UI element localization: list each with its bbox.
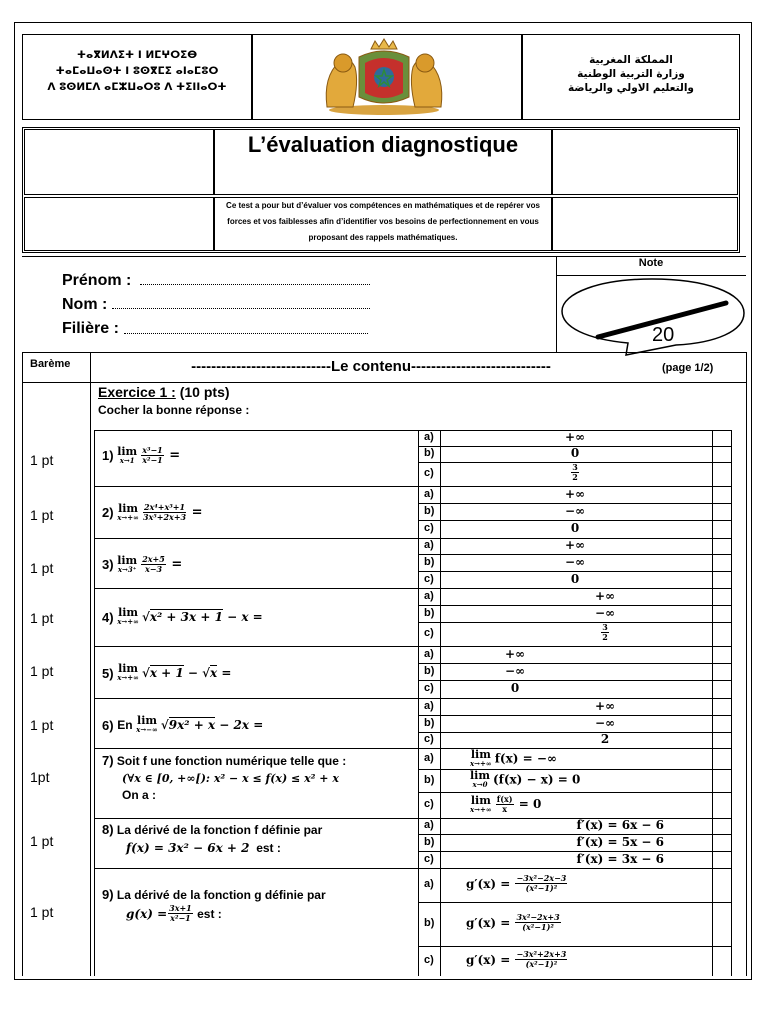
option-value-q8-b: f′(x) = 5x − 6 (576, 834, 664, 849)
arabic-line-2: وزارة التربية الوطنية (577, 68, 685, 80)
option-label-q4-b: b) (424, 606, 435, 619)
option-value-q1-c: $\frac{3}{2}$ (572, 462, 578, 482)
bareme-q6: 1 pt (30, 717, 54, 733)
test-description: Ce test a pour but d’évaluer vos compétences en mathématiques et de repérer vos forces et vos faiblesses afin d’identifier vos besoins de perfectionnement en vous proposant des rappels mathématiques. (226, 201, 540, 242)
option-label-q7-a: a) (424, 751, 434, 764)
coat-of-arms-icon (309, 37, 459, 117)
option-label-q5-a: a) (424, 647, 434, 660)
option-label-q4-c: c) (424, 627, 434, 639)
answer-checkbox-q5-a[interactable] (713, 647, 731, 662)
bareme-q7: 1pt (30, 769, 50, 785)
bareme-q8: 1 pt (30, 833, 54, 849)
answer-checkbox-q3-a[interactable] (713, 539, 731, 553)
option-value-q9-a: g′(x) = $\frac{\text{−3x²−2x−3}}{\text{(x²−1)²}}$ (466, 873, 567, 893)
answer-checkbox-q1-a[interactable] (713, 431, 731, 445)
bareme-q1: 1 pt (30, 452, 54, 468)
bareme-q4: 1 pt (30, 610, 54, 626)
question-4-number: 4) (102, 609, 114, 625)
nom-label: Nom : (62, 296, 108, 313)
question-8-line-2: f(x) = 3x² − 6x + 2 (126, 841, 250, 855)
option-value-q1-b: 0 (570, 446, 580, 460)
question-8-number: 8) (102, 822, 114, 837)
title-cell (214, 129, 552, 195)
option-value-q2-a: +∞ (564, 486, 586, 501)
tifinagh-line-1: ⵜⴰⴳⵍⴷⵉⵜ ⵏ ⵍⵎⵖⵔⵉⴱ (76, 49, 198, 61)
question-3-number: 3) (102, 557, 114, 572)
option-label-q1-b: b) (424, 447, 435, 459)
exercise-title: Exercice 1 : (98, 384, 176, 400)
content-title: ----------------------------Le contenu---------------------------- (191, 358, 551, 375)
arabic-header (522, 34, 740, 120)
answer-checkbox-q1-b[interactable] (713, 447, 731, 461)
question-1-number: 1) (102, 448, 114, 463)
answer-checkbox-q9-b[interactable] (713, 903, 731, 945)
answer-checkbox-q8-c[interactable] (713, 852, 731, 867)
answer-checkbox-q8-a[interactable] (713, 819, 731, 833)
tifinagh-header (22, 34, 252, 120)
option-value-q7-c: lim x→+∞ $\frac{f(x)}{x}$ = 0 (470, 793, 542, 814)
option-label-q1-c: c) (424, 467, 434, 479)
title-cell-left (24, 129, 214, 195)
page-number: (page 1/2) (662, 362, 714, 374)
option-value-q7-b: lim x→0 (f(x) − x) = 0 (470, 769, 581, 789)
answer-checkbox-q5-c[interactable] (713, 681, 731, 697)
option-label-q9-b: b) (424, 917, 435, 929)
question-3: 3) lim x→3⁺ $\frac{2x+5}{x-3}$ = (102, 553, 183, 574)
option-label-q7-c: c) (424, 798, 434, 810)
answer-checkbox-q2-a[interactable] (713, 487, 731, 502)
bareme-q5: 1 pt (30, 663, 54, 679)
answer-checkbox-q4-c[interactable] (713, 623, 731, 645)
option-label-q9-a: a) (424, 878, 434, 890)
option-value-q6-b: −∞ (594, 715, 616, 730)
question-7-line-3: On a : (122, 788, 157, 802)
option-label-q5-c: c) (424, 682, 434, 694)
answer-checkbox-q3-b[interactable] (713, 555, 731, 570)
option-label-q8-a: a) (424, 819, 434, 831)
option-label-q3-b: b) (424, 555, 435, 568)
option-value-q3-c: 0 (570, 571, 580, 586)
option-value-q2-c: 0 (570, 521, 580, 535)
exercise-heading (98, 384, 230, 400)
question-9-line-3: est : (197, 906, 222, 921)
option-value-q4-c: $\frac{3}{2}$ (602, 622, 608, 642)
answer-checkbox-q6-b[interactable] (713, 716, 731, 731)
option-value-q4-b: −∞ (594, 605, 616, 620)
answer-checkbox-q2-c[interactable] (713, 521, 731, 537)
answer-checkbox-q4-b[interactable] (713, 606, 731, 621)
option-label-q1-a: a) (424, 431, 434, 443)
option-value-q9-c: g′(x) = $\frac{\text{−3x²+2x+3}}{\text{(x²−1)²}}$ (466, 949, 567, 969)
note-score: 20 (652, 324, 675, 346)
option-label-q2-a: a) (424, 487, 434, 500)
option-label-q3-c: c) (424, 572, 434, 585)
option-value-q6-c: 2 (600, 732, 610, 746)
answer-checkbox-q9-a[interactable] (713, 869, 731, 901)
question-8-line-1: La dérivé de la fonction f définie par (116, 823, 323, 837)
answer-checkbox-q7-c[interactable] (713, 793, 731, 817)
tifinagh-line-3: ⴷ ⵓⵙⵍⵎⴷ ⴰⵎⵣⵡⴰⵔⵓ ⴷ ⵜⵉⵏⵏⴰⵔⵜ (47, 81, 227, 93)
answer-checkbox-q2-b[interactable] (713, 504, 731, 519)
question-5-number: 5) (102, 665, 114, 681)
option-value-q5-a: +∞ (504, 646, 526, 661)
bareme-q2: 1 pt (30, 507, 54, 523)
option-label-q3-a: a) (424, 539, 434, 551)
option-value-q3-a: +∞ (564, 538, 586, 552)
question-6-prefix: En (117, 718, 133, 732)
arabic-line-1: المملكة المغربية (589, 54, 673, 66)
option-value-q7-a: lim x→+∞ f(x) = −∞ (470, 748, 557, 768)
desc-cell-left (24, 197, 214, 251)
option-label-q5-b: b) (424, 664, 435, 677)
question-7-line-2: (∀x ∈ [0, +∞[): x² − x ≤ f(x) ≤ x² + x (122, 772, 339, 785)
option-value-q6-a: +∞ (594, 698, 616, 713)
option-label-q8-b: b) (424, 835, 435, 848)
option-value-q9-b: g′(x) = $\frac{\text{3x²−2x+3}}{\text{(x²−1)²}}$ (466, 912, 560, 932)
option-label-q7-b: b) (424, 773, 435, 786)
question-4: 4) lim x→+∞ √x² + 3x + 1 − x = (102, 606, 263, 626)
option-label-q6-c: c) (424, 733, 434, 745)
arabic-line-3: والتعليم الاولي والرياضة (568, 82, 694, 94)
title-cell-right (552, 129, 738, 195)
answer-checkbox-q9-c[interactable] (713, 947, 731, 975)
filiere-label: Filière : (62, 320, 119, 337)
question-9: 9) La dérivé de la fonction g définie par g(x) = $\frac{3x+1}{\text{x²−1}}$ est : (102, 887, 326, 923)
bareme-q9: 1 pt (30, 904, 54, 920)
filiere-field[interactable] (124, 333, 368, 334)
nom-field[interactable] (112, 308, 370, 309)
question-7 (102, 752, 414, 804)
answer-checkbox-q5-b[interactable] (713, 664, 731, 679)
question-9-number: 9) (102, 887, 114, 902)
question-9-line-2: g(x) = (126, 906, 168, 921)
emblem-box (252, 34, 522, 120)
question-8 (102, 821, 414, 857)
bareme-q3: 1 pt (30, 560, 54, 576)
option-label-q2-c: c) (424, 522, 434, 534)
tifinagh-line-2: ⵜⴰⵎⴰⵡⴰⵙⵜ ⵏ ⵓⵙⴳⵎⵉ ⴰⵏⴰⵎⵓⵔ (55, 65, 219, 77)
page-title: L’évaluation diagnostique (247, 132, 519, 157)
option-label-q6-a: a) (424, 699, 434, 712)
answer-checkbox-q6-c[interactable] (713, 733, 731, 747)
desc-cell-right (552, 197, 738, 251)
exercise-instruction: Cocher la bonne réponse : (98, 403, 250, 417)
question-7-line-1: Soit f une fonction numérique telle que : (116, 754, 347, 768)
bareme-label: Barème (30, 358, 71, 370)
question-6-number: 6) (102, 717, 114, 733)
question-1: 1) lim x→1 $\frac{\text{x³−1}}{\text{x²−1}}$ = (102, 444, 181, 465)
desc-cell (214, 197, 552, 251)
question-5: 5) lim x→+∞ √x + 1 − √x = (102, 662, 232, 682)
option-label-q8-c: c) (424, 852, 434, 865)
question-8-line-3: est : (256, 841, 281, 855)
option-value-q5-b: −∞ (504, 663, 526, 678)
prenom-field[interactable] (140, 284, 370, 285)
option-value-q8-a: f′(x) = 6x − 6 (576, 818, 664, 832)
answer-checkbox-q7-b[interactable] (713, 770, 731, 791)
answer-checkbox-q1-c[interactable] (713, 463, 731, 485)
option-label-q2-b: b) (424, 504, 435, 517)
prenom-label: Prénom : (62, 272, 132, 289)
option-label-q4-a: a) (424, 589, 434, 602)
answer-checkbox-q8-b[interactable] (713, 835, 731, 850)
question-6: 6) En lim x→−∞ √9x² + x − 2x = (102, 714, 264, 734)
option-label-q6-b: b) (424, 716, 435, 729)
question-2: 2) lim x→+∞ $\frac{\text{2x⁴+x³+1}}{\text{3x⁵+2x+3}}$ = (102, 501, 203, 522)
answer-checkbox-q3-c[interactable] (713, 572, 731, 587)
option-value-q2-b: −∞ (564, 503, 586, 518)
answer-checkbox-q7-a[interactable] (713, 749, 731, 768)
option-label-q9-c: c) (424, 954, 434, 966)
option-value-q3-b: −∞ (564, 554, 586, 569)
exercise-points: (10 pts) (179, 384, 230, 400)
question-7-number: 7) (102, 753, 114, 768)
option-value-q4-a: +∞ (594, 588, 616, 603)
answer-checkbox-q6-a[interactable] (713, 699, 731, 714)
answer-checkbox-q4-a[interactable] (713, 589, 731, 604)
option-value-q5-c: 0 (510, 681, 520, 695)
note-label: Note (638, 257, 664, 269)
question-2-number: 2) (102, 505, 114, 520)
option-value-q1-a: +∞ (564, 430, 586, 444)
question-9-line-1: La dérivé de la fonction g définie par (116, 888, 326, 902)
option-value-q8-c: f′(x) = 3x − 6 (576, 851, 664, 866)
